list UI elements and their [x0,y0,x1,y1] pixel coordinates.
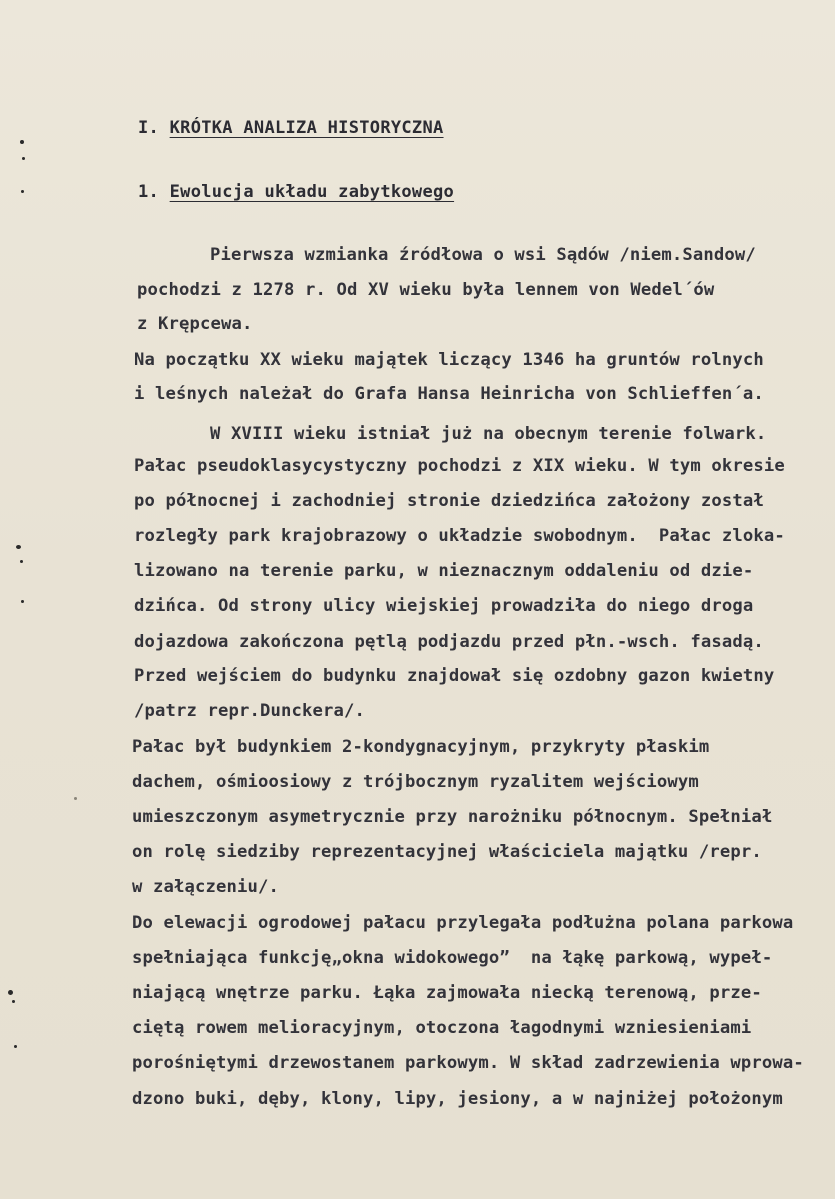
text-line: Do elewacji ogrodowej pałacu przylegała podłużna polana parkowa [132,913,794,933]
chapter-number: I. [138,118,160,138]
text-line: dachem, ośmioosiowy z trójbocznym ryzalitem wejściowym [132,772,699,792]
text-line: pochodzi z 1278 r. Od XV wieku była lennem von Wedel´ów [137,280,715,300]
margin-mark [21,600,24,603]
text-line: dojazdowa zakończona pętlą podjazdu przed płn.-wsch. fasadą. [134,632,764,652]
section-number: 1. [138,182,160,202]
section-title: Ewolucja układu zabytkowego [169,182,455,202]
text-line: Pałac był budynkiem 2-kondygnacyjnym, przykryty płaskim [132,737,710,757]
text-line: lizowano na terenie parku, w nieznacznym oddaleniu od dzie- [134,561,754,581]
text-line: /patrz repr.Dunckera/. [134,701,365,721]
text-line: i leśnych należał do Grafa Hansa Heinricha von Schlieffen´a. [134,384,764,404]
text-line: W XVIII wieku istniał już na obecnym terenie folwark. [210,424,767,444]
text-line: po północnej i zachodniej stronie dziedzińca założony został [134,491,764,511]
text-line: on rolę siedziby reprezentacyjnej właściciela majątku /repr. [132,842,762,862]
text-line: umieszczonym asymetrycznie przy narożniku północnym. Spełniał [132,807,773,827]
text-line: w załączeniu/. [132,877,279,897]
text-line: z Krępcewa. [137,314,253,334]
text-line: rozległy park krajobrazowy o układzie swobodnym. Pałac zloka- [134,526,785,546]
text-line: niającą wnętrze parku. Łąka zajmowała niecką terenową, prze- [132,983,762,1003]
text-line: Pałac pseudoklasycystyczny pochodzi z XIX wieku. W tym okresie [134,456,785,476]
text-line: ciętą rowem melioracyjnym, otoczona łagodnymi wzniesieniami [132,1018,752,1038]
margin-mark [22,157,25,160]
text-line: Pierwsza wzmianka źródłowa o wsi Sądów /niem.Sandow/ [210,245,756,265]
text-line: dzińca. Od strony ulicy wiejskiej prowadziła do niego droga [134,596,754,616]
margin-mark [12,1000,15,1003]
text-line: Na początku XX wieku majątek liczący 1346 ha gruntów rolnych [134,350,764,370]
margin-mark [20,140,24,144]
chapter-heading [138,118,444,138]
text-line: Przed wejściem do budynku znajdował się ozdobny gazon kwietny [134,666,775,686]
margin-mark [8,990,13,995]
margin-mark [16,545,21,549]
text-line: spełniająca funkcję„okna widokowego” na łąkę parkową, wypeł- [132,948,773,968]
paper-speck [74,797,77,800]
section-heading [138,182,454,202]
margin-mark [21,190,24,193]
text-line: dzono buki, dęby, klony, lipy, jesiony, a w najniżej położonym [132,1089,783,1109]
text-line: porośniętymi drzewostanem parkowym. W skład zadrzewienia wprowa- [132,1053,804,1073]
margin-mark [20,560,23,563]
chapter-title: KRÓTKA ANALIZA HISTORYCZNA [169,118,444,138]
margin-mark [14,1045,17,1048]
